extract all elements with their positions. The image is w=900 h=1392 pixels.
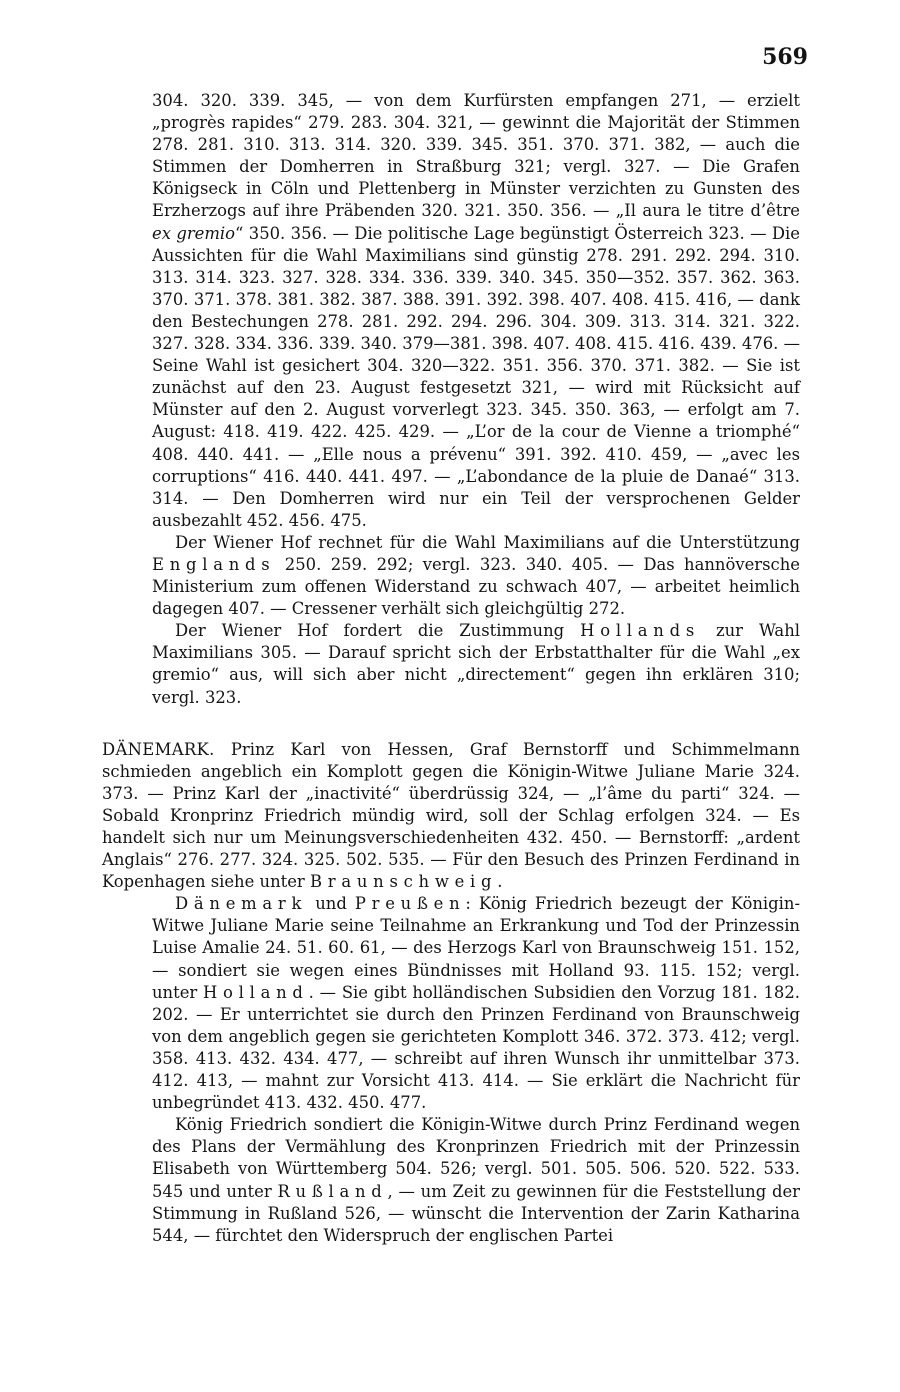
page-number: 569 [762,44,808,70]
text-run: Der Wiener Hof fordert die Zustimmung [175,621,581,641]
spaced-term: Dänemark [175,894,308,914]
text-run: König Friedrich sondiert die Königin-Witwe durch Prinz Ferdinand wegen des Plans der Vermählung des Kronprinzen Friedrich mit der Prinzessin Elisabeth von Württemberg 504. 526; vergl. 501. 505. 506. 520. 522. 533. 545 und unter [152,1115,800,1201]
spaced-term: Preußen [354,894,466,914]
text-run: , — um Zeit zu gewinnen für die Feststellung der Stimmung in Rußland 526, — wünscht die Intervention der Zarin Katharina 544, — fürchtet den Widerspruch der englischen Partei [152,1181,800,1245]
entry-heading: DÄNEMARK. [102,739,215,759]
text-run: und [307,894,355,914]
section-gap [152,709,800,739]
spaced-term: Englands [152,554,276,574]
italic-text: ex gremio [152,223,236,243]
spaced-term: Braunschweig [309,872,498,892]
text-run: . [497,872,503,892]
text-run: : König Friedrich bezeugt der Königin-Witwe Juliane Marie seine Teilnahme an Erkrankung und Tod der Prinzessin Luise Amalie 24. 51. 60. 61, — des Herzogs Karl von Braunschweig 151. 152, — sondiert sie wegen eines Bündnisses mit Holland 93. 115. 152; vergl. unter [152,894,800,1002]
text-run: 304. 320. 339. 345, — von dem Kurfürsten empfangen 271, — erzielt „progrès rapides“ 279. 283. 304. 321, — gewinnt die Majorität der Stimmen 278. 281. 310. 313. 314. 320. 339. 345. 351. 370. 371. 382, — auch die Stimmen der Domherren in Straßburg 321; vergl. 327. — Die Grafen Königseck in Cöln und Plettenberg in Münster verzichten zu Gunsten des Erzherzogs auf ihre Präbenden 320. 321. 350. 356. — „Il aura le titre d’être [152,91,800,221]
text-run: Der Wiener Hof rechnet für die Wahl Maximilians auf die Unterstützung [175,532,800,552]
text-run: . — Sie gibt holländischen Subsidien den Vorzug 181. 182. 202. — Er unterrichtet sie durch den Prinzen Ferdinand von Braunschweig von dem angeblich gegen sie gerichteten Komplott 346. 372. 373. 412; vergl. 358. 413. 432. 434. 477, — schreibt auf ihren Wunsch ihr unmittelbar 373. 412. 413, — mahnt zur Vorsicht 413. 414. — Sie erklärt die Nachricht für unbegründet 413. 432. 450. 477. [152,982,800,1113]
spaced-term: Holland [203,982,309,1002]
paragraph-koenig-friedrich [152,1114,800,1247]
text-run: zur Wahl Maximilians 305. — Darauf spricht sich der Erbstatthalter für die Wahl „ex gremio“ aus, will sich aber nicht „directement“ gegen ihn erklären 310; vergl. 323. [152,621,800,707]
paragraph-daenemark-preussen [152,893,800,1114]
paragraph-continuation [152,90,800,532]
page-body [102,90,800,1247]
text-run: 250. 259. 292; vergl. 323. 340. 405. — Das hannöversche Ministerium zum offenen Widerstand zu schwach 407, — arbeitet heimlich dagegen 407. — Cressener verhält sich gleichgültig 272. [152,554,800,619]
paragraph-holland [152,620,800,708]
paragraph-england [152,532,800,620]
spaced-term: Rußland [277,1181,388,1201]
entry-daenemark [102,739,800,894]
text-run: Prinz Karl von Hessen, Graf Bernstorff und Schimmelmann schmieden angeblich ein Komplott gegen die Königin-Witwe Juliane Marie 324. 373. — Prinz Karl der „inactivité“ überdrüssig 324, — „l’âme du parti“ 324. — Sobald Kronprinz Friedrich mündig wird, soll der Schlag erfolgen 324. — Es handelt sich nur um Meinungsverschiedenheiten 432. 450. — Bernstorff: „ardent Anglais“ 276. 277. 324. 325. 502. 535. — Für den Besuch des Prinzen Ferdinand in Kopenhagen siehe unter [102,739,800,892]
spaced-term: Hollands [580,621,700,641]
text-run: “ 350. 356. — Die politische Lage begünstigt Österreich 323. — Die Aussichten für die Wahl Maximilians sind günstig 278. 291. 292. 294. 310. 313. 314. 323. 327. 328. 334. 336. 339. 340. 345. 350—352. 357. 362. 363. 370. 371. 378. 381. 382. 387. 388. 391. 392. 398. 407. 408. 415. 416, — dank den Bestechungen 278. 281. 292. 294. 296. 304. 309. 313. 314. 321. 322. 327. 328. 334. 336. 339. 340. 379—381. 398. 407. 408. 415. 416. 439. 476. — Seine Wahl ist gesichert 304. 320—322. 351. 356. 370. 371. 382. — Sie ist zunächst auf den 23. August festgesetzt 321, — wird mit Rücksicht auf Münster auf den 2. August vorverlegt 323. 345. 350. 363, — erfolgt am 7. August: 418. 419. 422. 425. 429. — „L’or de la cour de Vienne a triomphé“ 408. 440. 441. — „Elle nous a prévenu“ 391. 392. 410. 459, — „avec les corruptions“ 416. 440. 441. 497. — „L’abondance de la pluie de Danaé“ 313. 314. — Den Domherren wird nur ein Teil der versprochenen Gelder ausbezahlt 452. 456. 475. [152,223,800,530]
